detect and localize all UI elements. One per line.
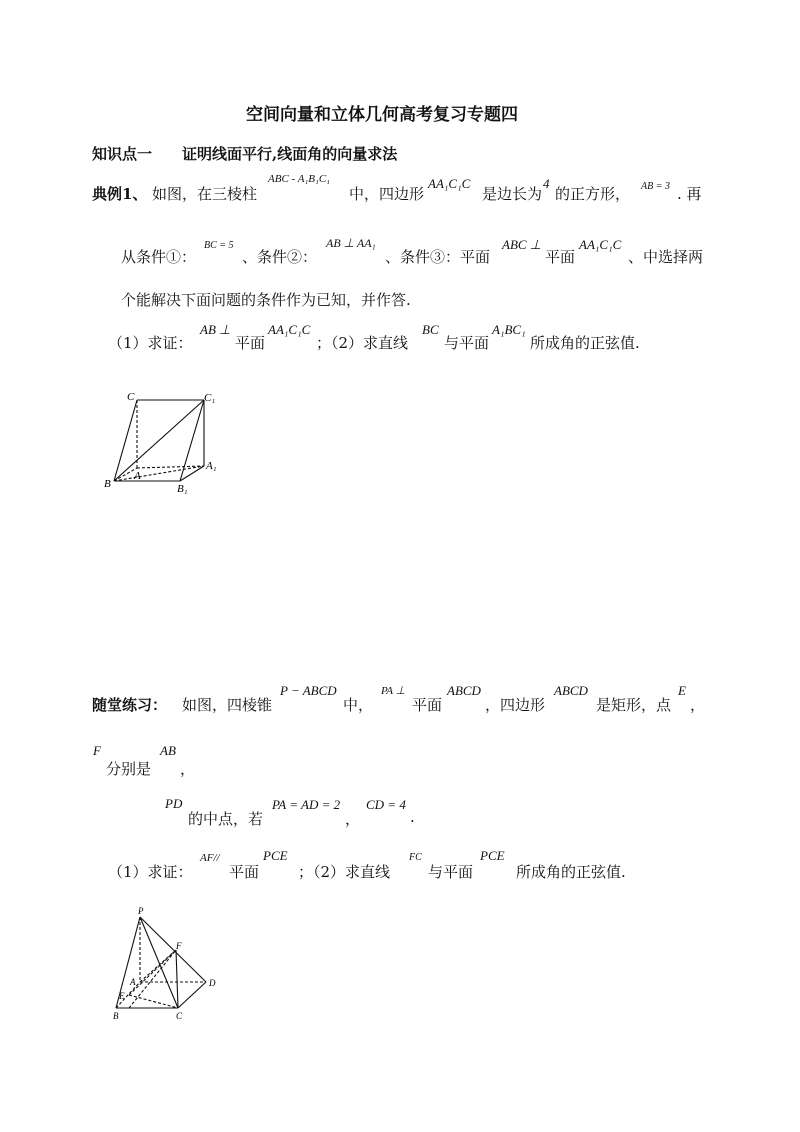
practice-text: ，四边形 xyxy=(485,696,546,714)
section-topic: 证明线面平行,线面角的向量求法 xyxy=(182,145,398,163)
label-C1: C₁ xyxy=(204,392,216,404)
label-E: E xyxy=(119,991,125,1001)
example-text: 、中选择两 xyxy=(628,248,704,266)
section-label: 知识点一 xyxy=(92,145,153,163)
example-label: 典例1、 xyxy=(92,185,148,203)
math-pce: PCE xyxy=(263,848,288,863)
math-abcd: ABCD xyxy=(447,683,481,698)
example-text: 个能解决下面问题的条件作为已知，并作答. xyxy=(121,291,411,309)
practice-label: 随堂练习： xyxy=(92,696,168,714)
label-B1: B₁ xyxy=(177,483,188,495)
label-D: D xyxy=(209,978,216,988)
label-C: C xyxy=(176,1011,183,1021)
example-text: 是边长为 xyxy=(482,185,543,203)
label-F: F xyxy=(176,941,182,951)
practice-text: 的中点，若 xyxy=(188,810,264,828)
math-cd: CD = 4 xyxy=(366,797,406,812)
question-text: 所成角的正弦值. xyxy=(516,863,626,881)
question-text: 所成角的正弦值. xyxy=(530,334,640,352)
practice-text: 分别是 xyxy=(106,760,152,778)
math-pyramid: P − ABCD xyxy=(280,683,337,698)
question-text: 与平面 xyxy=(444,334,490,352)
math-ab: AB xyxy=(160,743,176,758)
example-text: 、条件②： xyxy=(242,248,318,266)
practice-text: ， xyxy=(690,696,706,714)
math-side: 4 xyxy=(543,176,550,191)
math-plane: AA₁C₁C xyxy=(268,322,311,337)
math-plane: ABC ⊥ xyxy=(502,237,542,252)
question-text: 平面 xyxy=(229,863,260,881)
question-text: 与平面 xyxy=(428,863,474,881)
practice-text: ， xyxy=(345,810,361,828)
math-plane3: A₁BC₁ xyxy=(492,322,526,337)
math-square: AA₁C₁C xyxy=(428,176,471,191)
math-pce2: PCE xyxy=(480,848,505,863)
example-text: 平面 xyxy=(545,248,576,266)
example-text: . 再 xyxy=(677,185,702,203)
question-text: （1）求证： xyxy=(108,334,193,352)
prism-figure xyxy=(100,388,230,498)
example-text: 的正方形， xyxy=(555,185,631,203)
math-f: F xyxy=(93,743,101,758)
label-P: P xyxy=(138,906,144,916)
label-C: C xyxy=(127,391,135,403)
label-B: B xyxy=(113,1011,119,1021)
math-bc: BC = 5 xyxy=(204,240,234,251)
practice-text: ， xyxy=(180,760,196,778)
practice-text: . xyxy=(410,808,415,826)
math-equal: PA = AD = 2 xyxy=(272,797,341,812)
math-perp: AB ⊥ xyxy=(200,322,231,337)
math-fc: FC xyxy=(409,852,422,863)
example-text: 如图，在三棱柱 xyxy=(152,185,258,203)
practice-text: 平面 xyxy=(412,696,443,714)
math-prism: ABC - A₁B₁C₁ xyxy=(268,173,330,185)
math-line: BC xyxy=(422,322,439,337)
question-text: ；（2）求直线 xyxy=(316,334,409,352)
example-text: 、条件③：平面 xyxy=(385,248,491,266)
page-title: 空间向量和立体几何高考复习专题四 xyxy=(246,105,518,125)
math-e: E xyxy=(678,683,686,698)
math-perp: PA ⊥ xyxy=(381,685,406,697)
math-plane2: AA₁C₁C xyxy=(579,237,622,252)
practice-text: 是矩形，点 xyxy=(596,696,672,714)
question-text: ；（2）求直线 xyxy=(298,863,391,881)
example-text: 从条件①： xyxy=(121,248,197,266)
math-ab: AB = 3 xyxy=(641,181,670,192)
practice-text: 中， xyxy=(343,696,374,714)
label-A1: A₁ xyxy=(206,460,217,472)
math-abcd2: ABCD xyxy=(554,683,588,698)
label-B: B xyxy=(104,478,111,490)
math-pd: PD xyxy=(165,796,183,811)
math-perp: AB ⊥ AA₁ xyxy=(326,236,376,250)
math-parallel: AF// xyxy=(200,852,220,864)
label-A: A xyxy=(130,977,136,987)
label-A: A xyxy=(134,470,141,482)
question-text: （1）求证： xyxy=(108,863,193,881)
practice-text: 如图，四棱锥 xyxy=(182,696,273,714)
pyramid-figure xyxy=(108,905,238,1023)
example-text: 中，四边形 xyxy=(349,185,425,203)
question-text: 平面 xyxy=(235,334,266,352)
